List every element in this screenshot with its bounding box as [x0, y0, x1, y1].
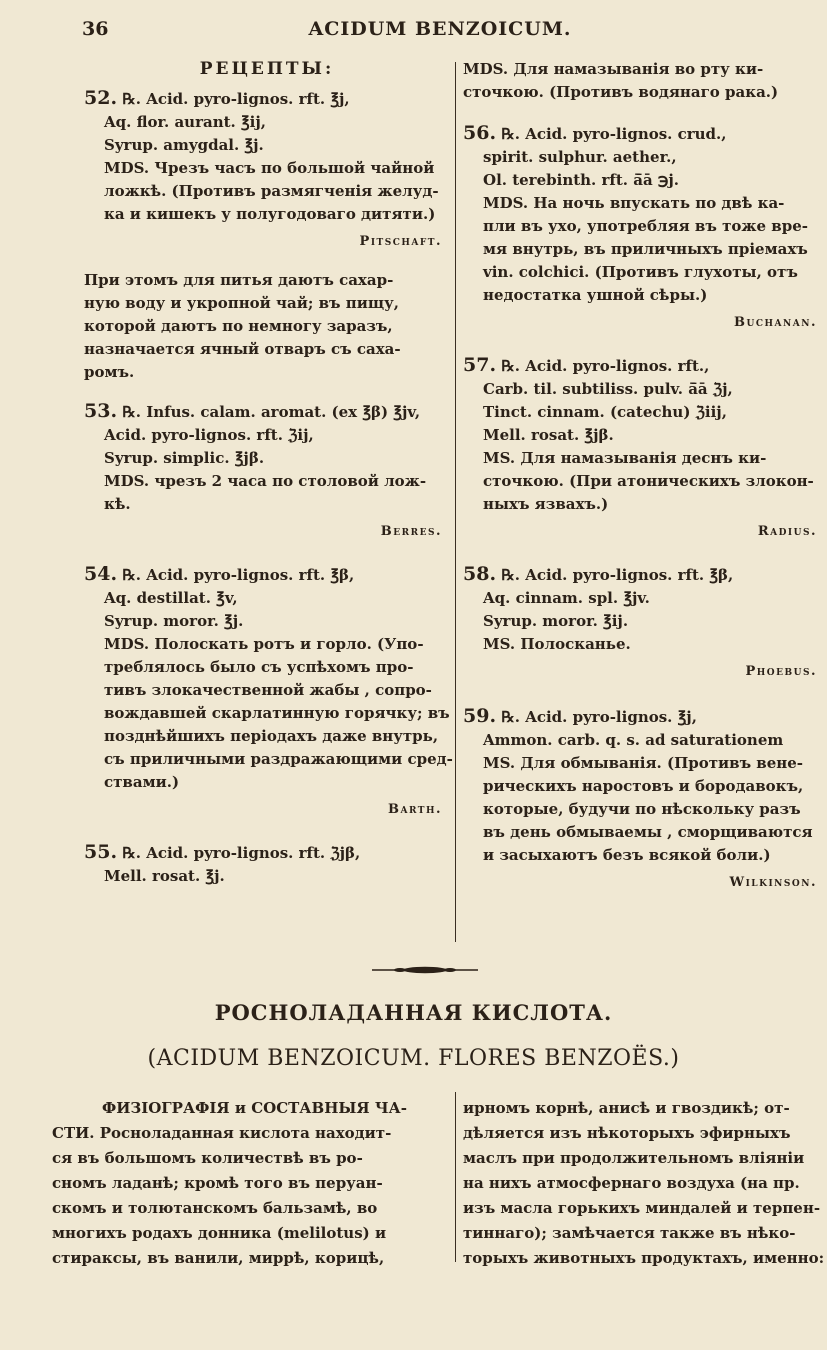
body-line: маслъ при продолжительномъ вліяніи	[463, 1149, 805, 1167]
recipe-line: spirit. sulphur. aether.,	[483, 148, 677, 166]
recipe-line: Tinct. cinnam. (catechu) ℨiij,	[483, 403, 727, 421]
recipe-note-line: которой даютъ по немногу заразъ,	[84, 317, 393, 335]
recipes-heading: РЕЦЕПТЫ:	[199, 59, 335, 79]
body-line: ся въ большомъ количествѣ въ ро-	[52, 1149, 363, 1167]
body-line: ФИЗІОГРАФІЯ и СОСТАВНЫЯ ЧА-	[102, 1099, 407, 1117]
section-right-column	[463, 1096, 825, 1271]
body-line: ирномъ корнѣ, анисѣ и гвоздикѣ; от-	[463, 1099, 790, 1117]
recipe-number: 55.	[84, 841, 118, 863]
running-header	[0, 18, 827, 48]
recipe-author: Barth.	[387, 802, 442, 817]
recipe-line: ствами.)	[104, 773, 180, 791]
recipe-line	[463, 563, 825, 587]
recipe-author: Phoebus.	[745, 664, 817, 679]
recipe-line: въ день обмываемы , сморщиваются	[483, 823, 813, 841]
recipe-number: 52.	[84, 87, 118, 109]
recipe-note-line: ную воду и укропной чай; въ пищу,	[84, 294, 399, 312]
recipe-53	[84, 400, 450, 543]
recipe-number: 57.	[463, 354, 497, 376]
recipe-line: сточкою. (При атоническихъ злокон-	[483, 472, 814, 490]
recipe-line: Mell. rosat. ℥j.	[104, 867, 225, 885]
recipe-line	[84, 841, 450, 865]
recipe-57	[463, 354, 825, 543]
recipe-number: 56.	[463, 122, 497, 144]
continuation-line: MDS. Для намазыванія во рту ки-	[463, 60, 764, 78]
page-number: 36	[82, 18, 109, 40]
recipe-line: Syrup. moror. ℥j.	[104, 612, 244, 630]
recipe-number: 54.	[84, 563, 118, 585]
recipe-line: MDS. Полоскать ротъ и горло. (Упо-	[104, 635, 424, 653]
recipe-line: MDS. На ночь впускать по двѣ ка-	[483, 194, 785, 212]
recipe-line: Syrup. moror. ℥ij.	[483, 612, 629, 630]
recipe-line: пли въ ухо, употребляя въ тоже вре-	[483, 217, 808, 235]
recipe-line: Aq. cinnam. spl. ℥jv.	[483, 589, 650, 607]
recipe-number: 59.	[463, 705, 497, 727]
recipe-line	[463, 705, 825, 729]
recipe-note-line: При этомъ для питья даютъ сахар-	[84, 271, 394, 289]
recipe-text: ℞. Acid. pyro-lignos. ℥j,	[501, 708, 697, 726]
recipe-line: рическихъ наростовъ и бородавокъ,	[483, 777, 804, 795]
left-column	[84, 58, 453, 898]
body-line: на нихъ атмосфернаго воздуха (на пр.	[463, 1174, 800, 1192]
recipe-58	[463, 563, 825, 683]
recipe-line: ка и кишекъ у полугодоваго дитяти.)	[104, 205, 436, 223]
recipe-line: позднѣйшихъ періодахъ даже внутрь,	[104, 727, 439, 745]
recipe-line: Aq. flor. aurant. ℥ij,	[104, 113, 266, 131]
recipe-line: и засыхаютъ безъ всякой боли.)	[483, 846, 771, 864]
recipe-line	[84, 400, 450, 424]
body-line: скомъ и толютанскомъ бальзамѣ, во	[52, 1199, 378, 1217]
recipe-text: ℞. Acid. pyro-lignos. rft. ℥β,	[122, 566, 355, 584]
body-line: изъ масла горькихъ миндалей и терпен-	[463, 1199, 821, 1217]
recipe-line	[463, 354, 825, 378]
recipe-line: Carb. til. subtiliss. pulv. ā̄ā ℨj,	[483, 380, 733, 398]
recipe-line	[463, 122, 825, 146]
continuation-line: сточкою. (Противъ водянаго рака.)	[463, 83, 779, 101]
body-line: многихъ родахъ донника (melilotus) и	[52, 1224, 387, 1242]
recipe-note-line: ромъ.	[84, 363, 135, 381]
recipe-line: Acid. pyro-lignos. rft. ℨij,	[104, 426, 314, 444]
body-line: дѣляется изъ нѣкоторыхъ эфирныхъ	[463, 1124, 791, 1142]
recipe-line: Ol. terebinth. rft. ā̄ā ℈j.	[483, 171, 680, 189]
recipe-author: Pitschaft.	[359, 234, 442, 249]
column-divider	[455, 62, 456, 942]
recipe-author: Radius.	[757, 524, 817, 539]
recipe-55	[84, 841, 450, 888]
recipe-author: Buchanan.	[734, 315, 817, 330]
recipe-text: ℞. Acid. pyro-lignos. rft. ℨjβ,	[122, 844, 361, 862]
recipe-note-line: назначается ячный отваръ съ саха-	[84, 340, 401, 358]
running-title: ACIDUM BENZOICUM.	[308, 18, 572, 40]
recipe-number: 58.	[463, 563, 497, 585]
recipe-52	[84, 87, 450, 384]
recipe-59	[463, 705, 825, 894]
body-line: тиннаго); замѣчается также въ нѣко-	[463, 1224, 796, 1242]
recipe-line: MDS. чрезъ 2 часа по столовой лож-	[104, 472, 427, 490]
recipe-line: Syrup. simplic. ℥jβ.	[104, 449, 265, 467]
recipe-line: Syrup. amygdal. ℥j.	[104, 136, 264, 154]
recipe-line: вождавшей скарлатинную горячку; въ	[104, 704, 450, 722]
recipe-line: MS. Для обмыванія. (Противъ вене-	[483, 754, 804, 772]
recipe-text: ℞. Acid. pyro-lignos. crud.,	[501, 125, 727, 143]
body-line: торыхъ животныхъ продуктахъ, именно:	[463, 1249, 825, 1267]
section-left-column	[52, 1096, 450, 1271]
recipe-line: съ приличными раздражающими сред-	[104, 750, 453, 768]
recipe-number: 53.	[84, 400, 118, 422]
recipe-line: vin. colchici. (Противъ глухоты, отъ	[483, 263, 798, 281]
recipe-line: MS. Для намазыванія деснъ ки-	[483, 449, 767, 467]
section-subtitle: (ACIDUM BENZOICUM. FLORES BENZOËS.)	[147, 1046, 680, 1071]
recipe-text: ℞. Acid. pyro-lignos. rft.,	[501, 357, 710, 375]
recipe-line: кѣ.	[104, 495, 131, 513]
recipe-line: ложкѣ. (Противъ размягченія желуд-	[104, 182, 439, 200]
recipe-line: Mell. rosat. ℥jβ.	[483, 426, 614, 444]
recipe-line: недостатка ушной сѣры.)	[483, 286, 708, 304]
recipe-text: ℞. Acid. pyro-lignos. rft. ℥j,	[122, 90, 350, 108]
recipe-line: MDS. Чрезъ часъ по большой чайной	[104, 159, 435, 177]
recipe-line: мя внутрь, въ приличныхъ пріемахъ	[483, 240, 808, 258]
recipe-line	[84, 563, 450, 587]
recipe-text: ℞. Acid. pyro-lignos. rft. ℥β,	[501, 566, 734, 584]
recipe-line: тивъ злокачественной жабы , сопро-	[104, 681, 432, 699]
section-title: РОСНОЛАДАННАЯ КИСЛОТА.	[214, 1000, 613, 1025]
recipe-line: Ammon. carb. q. s. ad saturationem	[483, 731, 784, 749]
recipe-line: треблялось было съ успѣхомъ про-	[104, 658, 414, 676]
recipe-line	[84, 87, 450, 111]
right-column	[463, 58, 825, 904]
body-line: сномъ ладанѣ; кромѣ того въ перуан-	[52, 1174, 383, 1192]
recipe-line: Aq. destillat. ℥v,	[104, 589, 238, 607]
body-line: стираксы, въ ванили, миррѣ, корицѣ,	[52, 1249, 385, 1267]
recipe-line: MS. Полосканье.	[483, 635, 631, 653]
recipe-54	[84, 563, 453, 821]
recipe-56	[463, 122, 825, 334]
ornament-rule-icon	[370, 963, 480, 977]
recipe-author: Berres.	[380, 524, 442, 539]
recipe-line: которые, будучи по нѣскольку разъ	[483, 800, 801, 818]
recipe-line: ныхъ язвахъ.)	[483, 495, 609, 513]
recipe-text: ℞. Infus. calam. aromat. (ex ℥β) ℥jv,	[122, 403, 421, 421]
column-divider	[455, 1092, 456, 1262]
body-line: СТИ. Росноладанная кислота находит-	[52, 1124, 392, 1142]
recipe-author: Wilkinson.	[729, 875, 817, 890]
